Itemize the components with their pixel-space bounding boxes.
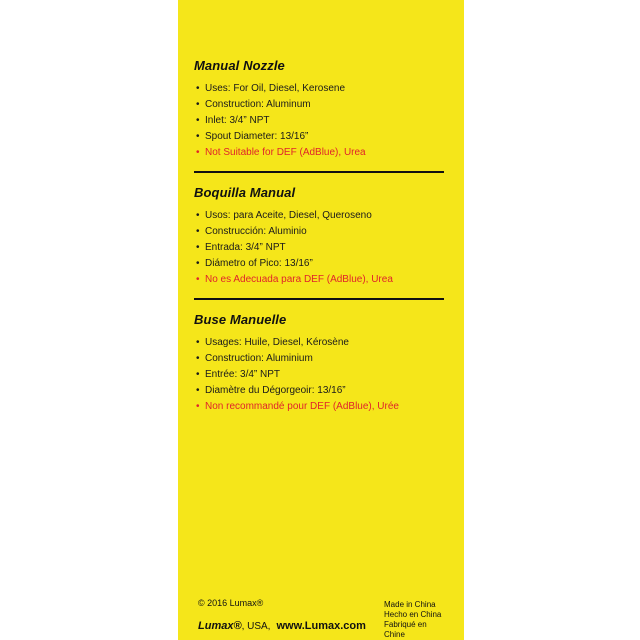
section-divider [194,171,444,173]
bullet-icon: • [196,353,200,364]
section-divider [194,298,444,300]
spec-text: Entrée: 3/4” NPT [205,369,281,380]
copyright-text: © 2016 Lumax® [198,598,264,608]
bullet-icon: • [196,258,200,269]
list-item [196,129,444,145]
spec-text: Construction: Aluminium [205,353,313,364]
warning-item [196,399,444,415]
bullet-icon: • [196,369,200,380]
bullet-icon: • [196,99,200,110]
spec-list [194,208,444,288]
bullet-icon: • [196,274,200,285]
warning-item [196,272,444,288]
website-link: www.Lumax.com [276,620,366,632]
spec-text: Usos: para Aceite, Diesel, Queroseno [205,210,372,221]
spec-text: Inlet: 3/4” NPT [205,115,270,126]
warning-text: Non recommandé pour DEF (AdBlue), Urée [205,401,399,412]
bullet-icon: • [196,83,200,94]
spec-text: Diamètre du Dégorgeoir: 13/16” [205,385,346,396]
section-french [194,312,444,415]
bullet-icon: • [196,226,200,237]
list-item [196,81,444,97]
spec-text: Entrada: 3/4” NPT [205,242,286,253]
list-item [196,113,444,129]
list-item [196,224,444,240]
bullet-icon: • [196,210,200,221]
section-spanish [194,185,444,288]
spec-list [194,81,444,161]
section-heading: Boquilla Manual [194,185,296,200]
bullet-icon: • [196,385,200,396]
spec-text: Construcción: Aluminio [205,226,307,237]
section-english [194,58,444,161]
spec-text: Construction: Aluminum [205,99,311,110]
bullet-icon: • [196,337,200,348]
bullet-icon: • [196,401,200,412]
list-item [196,240,444,256]
product-info-card [178,0,464,640]
list-item [196,256,444,272]
list-item [196,208,444,224]
bullet-icon: • [196,147,200,158]
warning-item [196,145,444,161]
spec-text: Diámetro of Pico: 13/16” [205,258,313,269]
spec-text: Usages: Huile, Diesel, Kérosène [205,337,349,348]
warning-text: No es Adecuada para DEF (AdBlue), Urea [205,274,393,285]
brand-country: , USA, [241,621,271,632]
warning-text: Not Suitable for DEF (AdBlue), Urea [205,147,366,158]
made-in-spanish: Hecho en China [384,610,442,619]
brand-line [198,620,366,632]
spec-text: Uses: For Oil, Diesel, Kerosene [205,83,346,94]
made-in-french: Fabriqué en Chine [384,620,427,639]
bullet-icon: • [196,242,200,253]
bullet-icon: • [196,131,200,142]
spec-text: Spout Diameter: 13/16” [205,131,309,142]
list-item [196,351,444,367]
spec-list [194,335,444,415]
made-in-block [384,600,446,640]
section-heading: Manual Nozzle [194,58,285,73]
list-item [196,335,444,351]
list-item [196,383,444,399]
section-heading: Buse Manuelle [194,312,287,327]
list-item [196,97,444,113]
list-item [196,367,444,383]
made-in-english: Made in China [384,600,436,609]
bullet-icon: • [196,115,200,126]
brand-logo: Lumax® [198,620,242,632]
